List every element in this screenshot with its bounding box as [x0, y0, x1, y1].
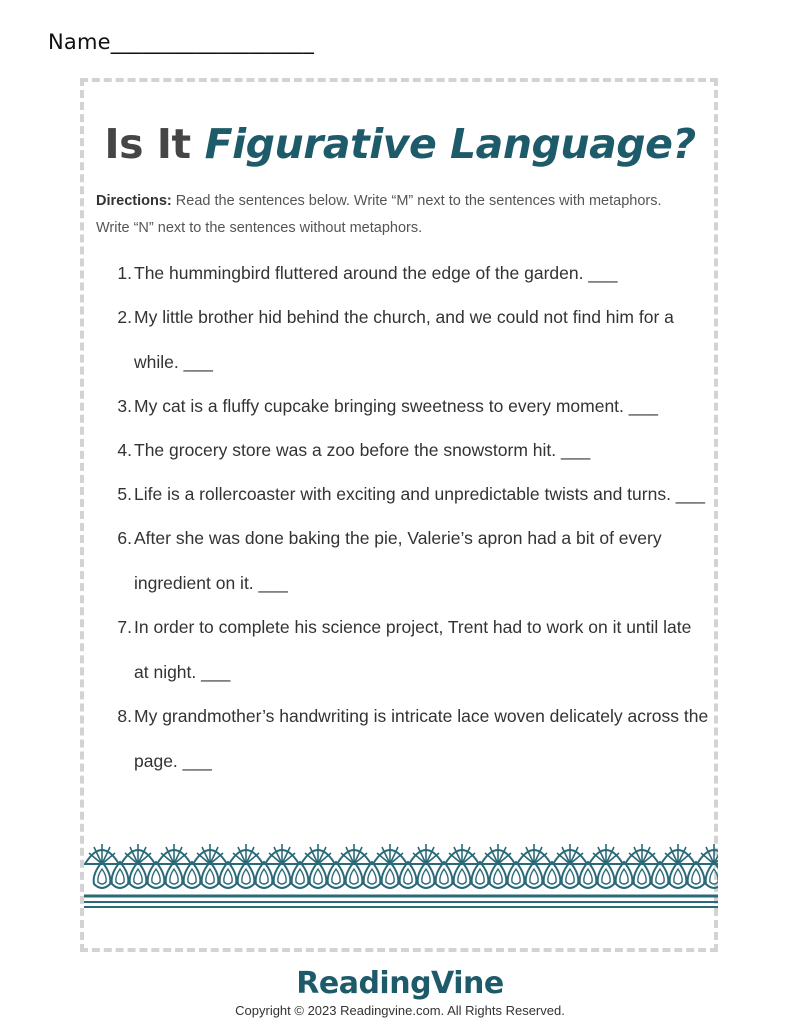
- item-text: My little brother hid behind the church, and we could not find him for a while. ___: [134, 307, 674, 372]
- item-number: 8.: [117, 706, 132, 726]
- item-number: 3.: [117, 396, 132, 416]
- item-number: 1.: [117, 263, 132, 283]
- list-item: [110, 694, 710, 784]
- copyright-text: Copyright © 2023 Readingvine.com. All Rights Reserved.: [235, 1003, 565, 1018]
- decorative-lace-border: [84, 838, 718, 914]
- worksheet-title: [0, 120, 800, 168]
- item-number: 6.: [117, 528, 132, 548]
- list-item: [110, 516, 710, 606]
- list-item: [110, 384, 710, 429]
- list-item: [110, 295, 710, 385]
- item-text: Life is a rollercoaster with exciting and unpredictable twists and turns. ___: [134, 484, 705, 504]
- title-part-1: Is It: [104, 120, 191, 168]
- item-text: My cat is a fluffy cupcake bringing sweetness to every moment. ___: [134, 396, 658, 416]
- list-item: [110, 472, 710, 517]
- directions-text: Read the sentences below. Write “M” next to the sentences with metaphors. Write “N” next to the sentences without metaphors.: [96, 193, 662, 236]
- readingvine-logo: ReadingVine: [296, 966, 504, 1001]
- item-number: 7.: [117, 617, 132, 637]
- item-text: After she was done baking the pie, Valerie’s apron had a bit of every ingredient on it. ___: [134, 528, 662, 593]
- item-number: 4.: [117, 440, 132, 460]
- item-text: My grandmother’s handwriting is intricate lace woven delicately across the page. ___: [134, 706, 709, 771]
- item-text: The hummingbird fluttered around the edge of the garden. ___: [134, 263, 618, 283]
- item-text: In order to complete his science project, Trent had to work on it until late at night. ___: [134, 617, 692, 682]
- list-item: [110, 251, 710, 296]
- name-field-label: Name___________________: [48, 30, 315, 54]
- list-item: [110, 428, 710, 473]
- directions: [96, 188, 696, 242]
- directions-label: Directions:: [96, 193, 172, 209]
- list-item: [110, 605, 710, 695]
- title-part-2: Figurative Language?: [204, 120, 696, 168]
- item-number: 2.: [117, 307, 132, 327]
- item-text: The grocery store was a zoo before the snowstorm hit. ___: [134, 440, 591, 460]
- sentence-list: [110, 251, 710, 783]
- item-number: 5.: [117, 484, 132, 504]
